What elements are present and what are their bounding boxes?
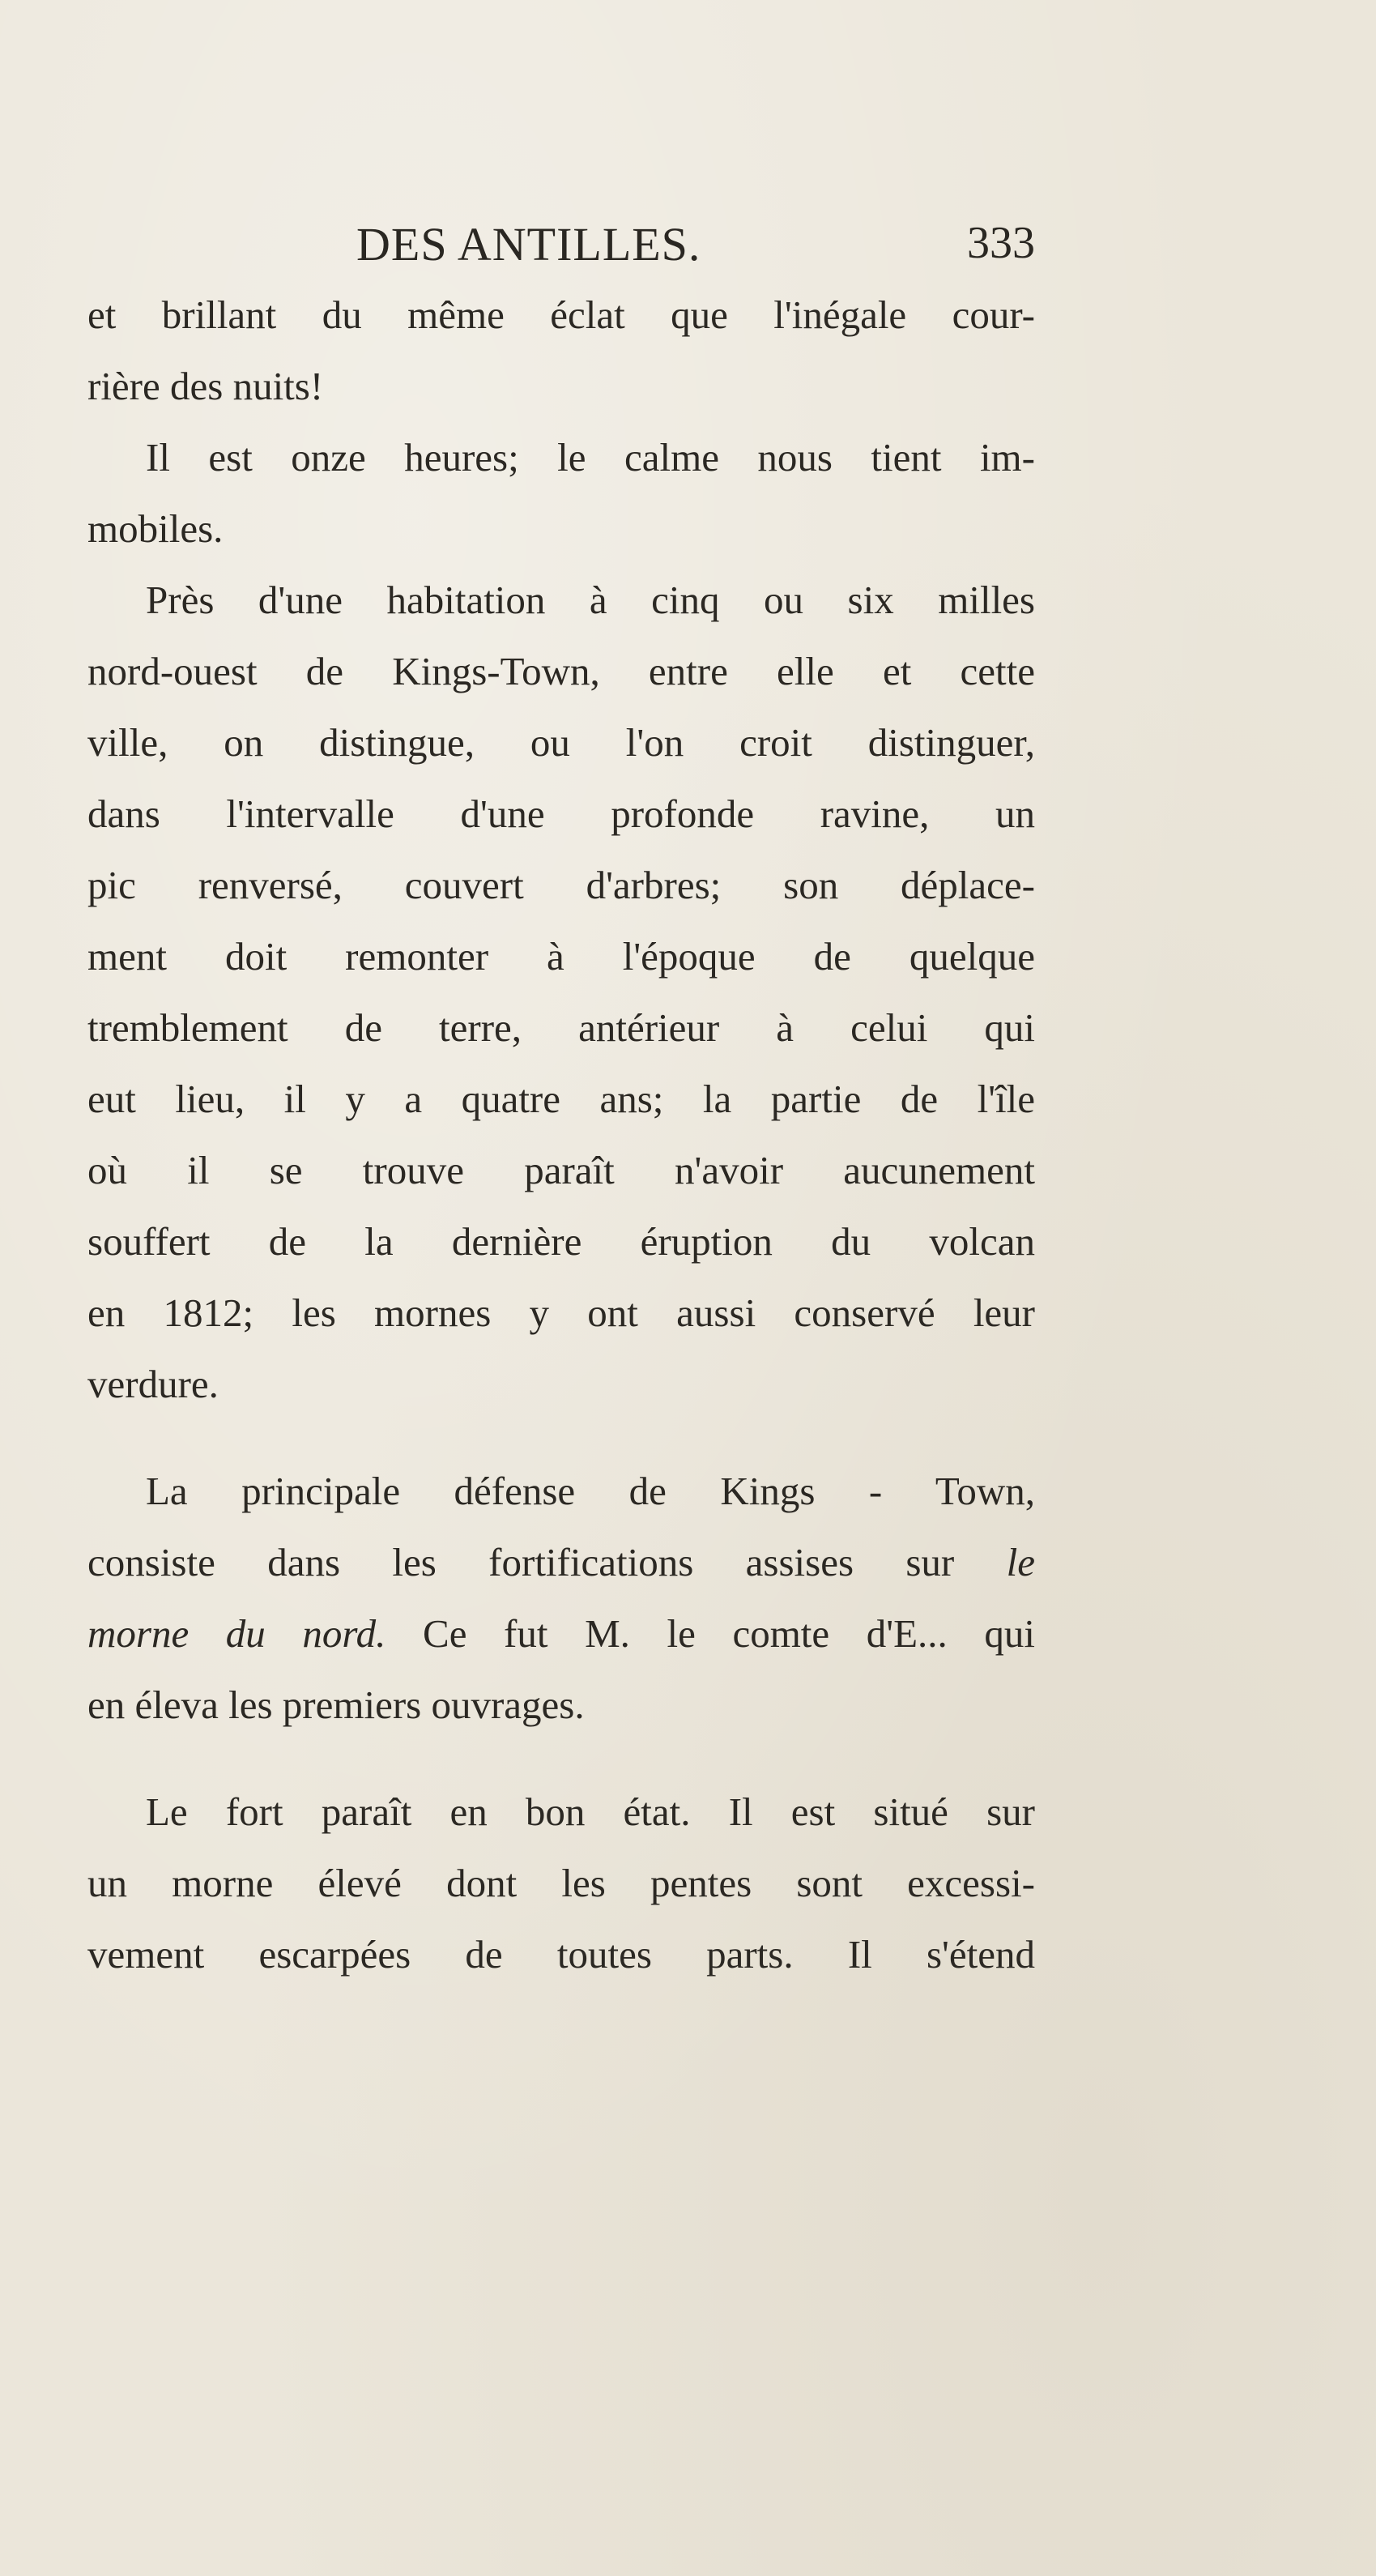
text-line: Il est onze heures; le calme nous tient im-: [146, 435, 1035, 480]
body-text: [87, 279, 1035, 1990]
text-line: où il se trouve paraît n'avoir aucunement: [87, 1148, 1035, 1192]
paragraph-4: [87, 1456, 1035, 1741]
text-line: tremblement de terre, antérieur à celui qui: [87, 1005, 1035, 1050]
text-fragment: consiste dans les fortifications assises sur: [87, 1540, 955, 1584]
text-line: rière des nuits!: [87, 364, 324, 408]
text-line: verdure.: [87, 1362, 219, 1406]
text-line: et brillant du même éclat que l'inégale cour-: [87, 292, 1035, 337]
text-line: nord-ouest de Kings-Town, entre elle et cette: [87, 649, 1035, 693]
text-line: Près d'une habitation à cinq ou six milles: [146, 578, 1035, 622]
text-line: eut lieu, il y a quatre ans; la partie de l'île: [87, 1077, 1035, 1121]
page-number: 333: [967, 218, 1035, 268]
text-line: un morne élevé dont les pentes sont excessi-: [87, 1861, 1035, 1905]
text-line: Le fort paraît en bon état. Il est situé sur: [146, 1789, 1035, 1834]
text-line: mobiles.: [87, 506, 224, 551]
paragraph-5: [87, 1776, 1035, 1990]
text-line: pic renversé, couvert d'arbres; son déplace-: [87, 863, 1035, 907]
text-line: vement escarpées de toutes parts. Il s'étend: [87, 1932, 1035, 1977]
text-line: [87, 1598, 1035, 1670]
text-fragment: Ce fut M. le comte d'E... qui: [423, 1611, 1035, 1656]
text-line: dans l'intervalle d'une profonde ravine, un: [87, 791, 1035, 836]
paragraph-spacer: [87, 1420, 1035, 1456]
page-header: [356, 217, 1035, 274]
text-line: ville, on distingue, ou l'on croit distinguer,: [87, 720, 1035, 765]
paragraph-1: [87, 279, 1035, 422]
paragraph-2: [87, 422, 1035, 565]
text-line: ment doit remonter à l'époque de quelque: [87, 934, 1035, 979]
italic-text: morne du nord.: [87, 1611, 386, 1656]
text-line: [87, 1527, 1035, 1598]
italic-text: le: [1006, 1540, 1035, 1584]
text-line: souffert de la dernière éruption du volcan: [87, 1219, 1035, 1264]
text-line: La principale défense de Kings - Town,: [146, 1469, 1035, 1513]
running-head: DES ANTILLES.: [356, 218, 701, 271]
paragraph-spacer: [87, 1741, 1035, 1776]
text-line: en éleva les premiers ouvrages.: [87, 1683, 585, 1727]
text-line: en 1812; les mornes y ont aussi conservé leur: [87, 1290, 1035, 1335]
paragraph-3: [87, 565, 1035, 1420]
